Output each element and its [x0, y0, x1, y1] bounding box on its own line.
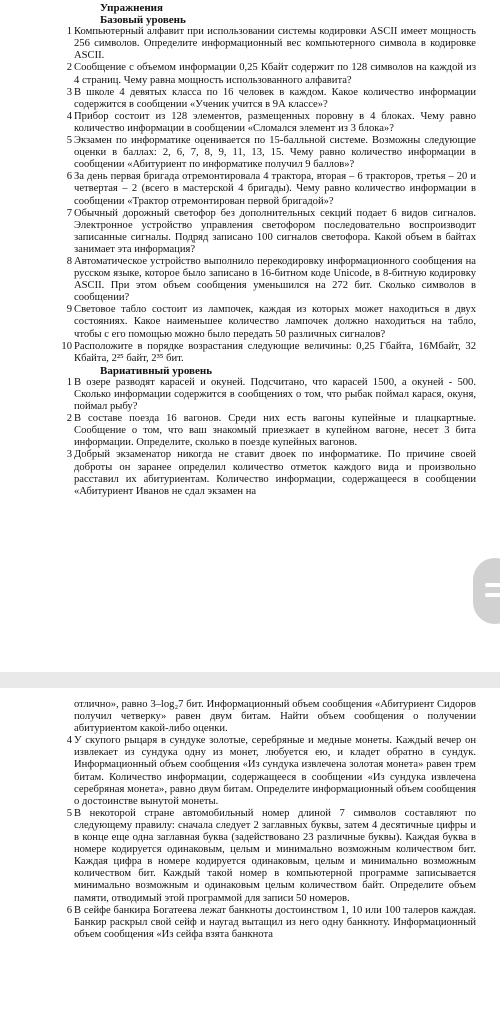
exercises-heading: Упражнения: [100, 2, 163, 14]
exercise-item: [66, 62, 476, 86]
exercise-text: В составе поезда 16 вагонов. Среди них есть вагоны купейные и плацкартные. Сообщение о том, что ваш знакомый приезжает в купейном вагоне, несет 3 бита информации. Определите, сколько в поезде купейных вагонов.: [74, 413, 476, 449]
exercise-number: 10: [61, 340, 72, 352]
exercise-text: Экзамен по информатике оценивается по 15-балльной системе. Возможны следующие оценки в баллах: 2, 6, 7, 8, 9, 11, 13, 15. Чему равно количество информации в сообщении «Абитуриент по информатике получил 9 баллов»?: [74, 135, 476, 171]
exercise-number: 8: [66, 255, 72, 267]
exercise-number: 4: [66, 110, 72, 122]
exercise-number: 3: [66, 449, 72, 461]
exercise-text: В некоторой стране автомобильный номер длиной 7 символов составляют по следующему правилу: сначала следует 2 заглавных буквы, затем 4 десятичные цифры и в конце еще одна заглавная буква (задействовано 23 различные буквы). Каждая буква в номере кодируется одинаковым, целым и минимально возможным количеством бит. Каждая цифра в номере кодируется одинаковым, целым и минимально возможным количеством бит. Каждый такой номер в компьютерной программе записывается минимально возможным и одинаковым целым количеством байт. Определите объем памяти, отводимый этой программой для записи 50 номеров.: [74, 807, 476, 904]
basic-level-heading: Базовый уровень: [100, 14, 186, 27]
exercise-text: Обычный дорожный светофор без дополнительных секций подает 6 видов сигналов. Электронное устройство управления светофором последовательно воспроизводит записанные сигналы. Подряд записано 100 сигналов светофора. Какой объем в байтах занимает эта информация?: [74, 207, 476, 255]
exercise-number: 1: [66, 376, 72, 388]
exercise-number: 3: [66, 86, 72, 98]
exercise-text: В школе 4 девятых класса по 16 человек в каждом. Какое количество информации содержится в сообщении «Ученик учится в 9А классе»?: [74, 86, 476, 110]
exercise-text: Сообщение с объемом информации 0,25 Кбайт содержит по 128 символов на каждой из 4 страниц. Чему равна мощность использованного алфавита?: [74, 62, 476, 86]
exercise-text: Прибор состоит из 128 элементов, размещенных поровну в 4 блоках. Чему равно количество информации в сообщении «Сломался элемент из 3 блока»?: [74, 110, 476, 134]
exercise-item: [66, 735, 476, 808]
exercise-item: [66, 135, 476, 171]
exercise-item: [61, 340, 476, 365]
page-2-exercise-list: [66, 735, 476, 941]
scroll-grip-line: [485, 593, 500, 597]
exercise-number: 1: [66, 26, 72, 38]
exercise-item: [66, 171, 476, 207]
exercise-item: [66, 904, 476, 941]
exercise-text: В сейфе банкира Богатеева лежат банкноты достоинством 1, 10 или 100 талеров каждая. Банкир раскрыл свой сейф и наугад вытащил из него одну банкноту. Информационный объем сообщения «Из сейфа взята банкнота: [74, 904, 476, 940]
exercise-text: Добрый экзаменатор никогда не ставит двоек по информатике. По причине своей доброты он заранее определил количество отметок каждого вида и произвольно расставил их абитуриентам. Количество информации, содержащееся в сообщении «Абитуриент Иванов не сдал экзамен на: [74, 449, 476, 497]
exercise-number: 5: [66, 807, 72, 819]
exercise-item: [66, 26, 476, 62]
scroll-grip-line: [485, 583, 500, 587]
exercise-number: 7: [66, 207, 72, 219]
basic-exercise-list: [61, 26, 476, 365]
page-separator: [0, 672, 500, 688]
exercise-item: [66, 110, 476, 135]
scroll-handle[interactable]: [473, 558, 500, 624]
exercise-text: Компьютерный алфавит при использовании системы кодировки ASCII имеет мощность 256 символов. Определите информационный вес компьютерного символа в кодировке ASCII.: [74, 26, 476, 62]
page-1-content: [61, 2, 476, 498]
page-2-content: [66, 699, 476, 941]
exercise-text: У скупого рыцаря в сундуке золотые, серебряные и медные монеты. Каждый вечер он извлекает из сундука одну из монет, любуется ею, и кладет обратно в сундук. Информационный объем сообщения «Из сундука извлечена золотая монета» равен трем битам. Количество информации, содержащееся в сообщении «Из сундука извлечена серебряная монета», равно двум битам. Определите информационный объем сообщения о достоинстве вынутой монеты.: [74, 735, 476, 807]
variative-level-heading: Вариативный уровень: [100, 364, 213, 377]
exercise-item: [66, 449, 476, 497]
exercise-text: Расположите в порядке возрастания следующие величины: 0,25 Гбайта, 16Мбайт, 32 Кбайта, 2²⁵ байт, 2³⁵ бит.: [74, 340, 476, 364]
exercise-item: [66, 413, 476, 449]
exercise-number: 6: [66, 904, 72, 916]
exercise-number: 6: [66, 171, 72, 183]
exercise-item: [66, 807, 476, 905]
exercise-item: [66, 86, 476, 111]
exercise-number: 4: [66, 735, 72, 747]
exercise-item: [66, 207, 476, 256]
exercise-number: 2: [66, 62, 72, 74]
exercise-number: 2: [66, 413, 72, 425]
exercise-text: Автоматическое устройство выполнило перекодировку информационного сообщения на русском языке, которое было записано в 16-битном коде Unicode, в 8-битную кодировку ASCII. При этом объем сообщения уменьшился на 272 бит. Сколько символов в сообщении?: [74, 255, 476, 304]
continued-exercise: [74, 699, 476, 735]
exercise-number: 5: [66, 135, 72, 147]
exercise-item: [66, 376, 476, 413]
exercise-text: В озере разводят карасей и окуней. Подсчитано, что карасей 1500, а окуней - 500. Сколько информации содержится в сообщениях о том, что рыбак поймал карася, окуня, поймал рыбу?: [74, 376, 476, 413]
exercise-text: отлично», равно 3–log₂7 бит. Информационный объем сообщения «Абитуриент Сидоров получил четверку» равен двум битам. Найти объем сообщения о получении абитуриентом какой-либо оценки.: [74, 699, 476, 735]
exercise-item: [66, 255, 476, 304]
exercise-text: За день первая бригада отремонтировала 4 трактора, вторая – 6 тракторов, третья – 20 и четвертая – 2 (всего в мастерской 4 бригады). Чему равно количество информации в сообщении «Трактор отремонтирован первой бригадой»?: [74, 171, 476, 207]
exercise-text: Световое табло состоит из лампочек, каждая из которых может находиться в двух состояниях. Какое наименьшее количество лампочек должно находиться на табло, чтобы с его помощью можно было передать 50 различных сигналов?: [74, 304, 476, 340]
exercise-number: 9: [66, 304, 72, 316]
variative-exercise-list: [66, 376, 476, 498]
document-page-2: [0, 688, 500, 1026]
exercise-item: [66, 304, 476, 340]
